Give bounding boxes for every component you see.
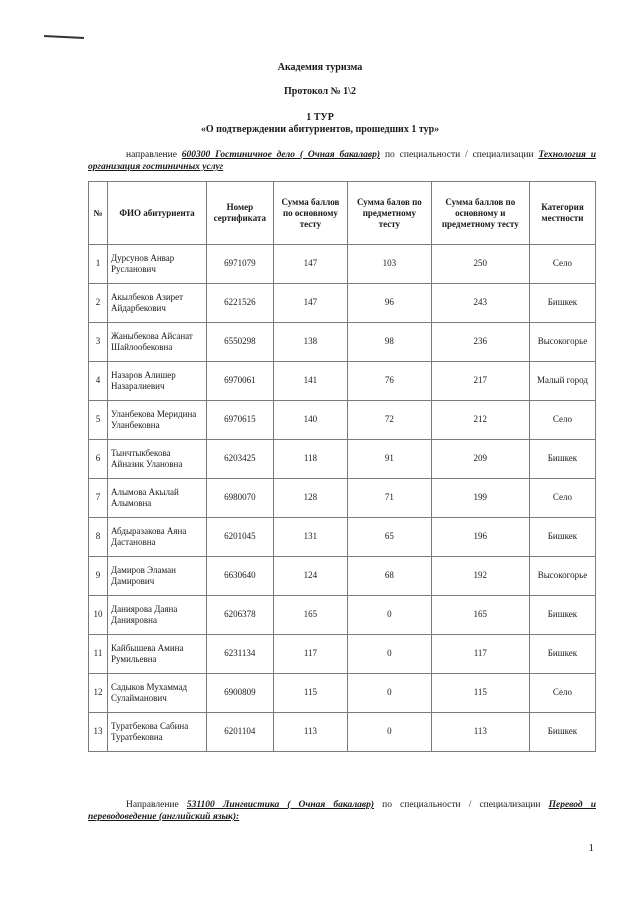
cell-category: Высокогорье [529, 323, 595, 362]
cell-total-score: 199 [431, 479, 529, 518]
cell-subject-score: 68 [348, 557, 432, 596]
cell-total-score: 113 [431, 713, 529, 752]
cell-total-score: 236 [431, 323, 529, 362]
cell-name: Даниярова Даяна Данияровна [108, 596, 207, 635]
cell-subject-score: 76 [348, 362, 432, 401]
cell-certificate: 6550298 [207, 323, 274, 362]
col-header-total-score: Сумма баллов по основному и предметному тесту [431, 182, 529, 245]
cell-category: Бишкек [529, 713, 595, 752]
col-header-subject-score: Сумма балов по предметному тесту [348, 182, 432, 245]
table-header-row [89, 182, 596, 245]
cell-total-score: 117 [431, 635, 529, 674]
cell-category: Село [529, 245, 595, 284]
cell-main-score: 131 [273, 518, 347, 557]
cell-main-score: 138 [273, 323, 347, 362]
cell-number: 7 [89, 479, 108, 518]
cell-subject-score: 71 [348, 479, 432, 518]
cell-total-score: 192 [431, 557, 529, 596]
col-header-category: Категория местности [529, 182, 595, 245]
cell-certificate: 6231134 [207, 635, 274, 674]
cell-certificate: 6900809 [207, 674, 274, 713]
cell-certificate: 6980070 [207, 479, 274, 518]
direction-paragraph-1 [88, 149, 596, 173]
cell-name: Акылбеков Азирет Айдарбекович [108, 284, 207, 323]
direction-middle: по специальности / специализации [384, 150, 534, 160]
table-row [89, 635, 596, 674]
cell-category: Высокогорье [529, 557, 595, 596]
cell-number: 5 [89, 401, 108, 440]
cell-category: Село [529, 479, 595, 518]
cell-subject-score: 72 [348, 401, 432, 440]
direction-program: 600300 Гостиничное дело ( Очная бакалавр) [181, 150, 381, 160]
cell-total-score: 209 [431, 440, 529, 479]
direction-prefix: направление [126, 150, 177, 160]
cell-category: Бишкек [529, 518, 595, 557]
table-row [89, 323, 596, 362]
cell-main-score: 117 [273, 635, 347, 674]
cell-main-score: 141 [273, 362, 347, 401]
cell-subject-score: 65 [348, 518, 432, 557]
direction-prefix: Направление [126, 800, 179, 810]
direction-paragraph-2 [88, 799, 596, 823]
cell-subject-score: 103 [348, 245, 432, 284]
cell-name: Тынчтыкбекова Айназик Улановна [108, 440, 207, 479]
cell-name: Дамиров Эламан Дамирович [108, 557, 207, 596]
cell-category: Бишкек [529, 440, 595, 479]
cell-main-score: 115 [273, 674, 347, 713]
cell-name: Назаров Алишер Назаралиевич [108, 362, 207, 401]
cell-certificate: 6206378 [207, 596, 274, 635]
cell-number: 12 [89, 674, 108, 713]
cell-name: Алымова Акылай Алымовна [108, 479, 207, 518]
cell-certificate: 6201045 [207, 518, 274, 557]
cell-number: 6 [89, 440, 108, 479]
cell-total-score: 250 [431, 245, 529, 284]
cell-main-score: 165 [273, 596, 347, 635]
table-row [89, 401, 596, 440]
table-row [89, 674, 596, 713]
col-header-certificate: Номер сертификата [207, 182, 274, 245]
cell-subject-score: 91 [348, 440, 432, 479]
col-header-name: ФИО абитуриента [108, 182, 207, 245]
cell-certificate: 6201104 [207, 713, 274, 752]
cell-number: 13 [89, 713, 108, 752]
cell-number: 10 [89, 596, 108, 635]
col-header-main-score: Сумма баллов по основному тесту [273, 182, 347, 245]
cell-certificate: 6970615 [207, 401, 274, 440]
table-row [89, 440, 596, 479]
direction-specialization: Перевод и переводоведение (английский язык): [88, 800, 596, 822]
cell-subject-score: 0 [348, 713, 432, 752]
cell-number: 2 [89, 284, 108, 323]
cell-number: 9 [89, 557, 108, 596]
cell-certificate: 6221526 [207, 284, 274, 323]
tour-heading: 1 ТУР [306, 112, 334, 123]
cell-name: Кайбышева Амина Румильевна [108, 635, 207, 674]
cell-main-score: 128 [273, 479, 347, 518]
cell-category: Село [529, 401, 595, 440]
cell-category: Бишкек [529, 284, 595, 323]
cell-certificate: 6630640 [207, 557, 274, 596]
table-row [89, 557, 596, 596]
table-row [89, 713, 596, 752]
cell-main-score: 147 [273, 245, 347, 284]
table-row [89, 518, 596, 557]
cell-total-score: 165 [431, 596, 529, 635]
cell-main-score: 140 [273, 401, 347, 440]
cell-name: Дурсунов Анвар Русланович [108, 245, 207, 284]
cell-number: 1 [89, 245, 108, 284]
cell-name: Садыков Мухаммад Сулайманович [108, 674, 207, 713]
cell-main-score: 124 [273, 557, 347, 596]
cell-subject-score: 0 [348, 635, 432, 674]
cell-certificate: 6970061 [207, 362, 274, 401]
table-row [89, 596, 596, 635]
cell-subject-score: 98 [348, 323, 432, 362]
cell-certificate: 6971079 [207, 245, 274, 284]
cell-category: Село [529, 674, 595, 713]
direction-specialization: Технология и организация гостиничных услуг [88, 150, 597, 172]
cell-subject-score: 96 [348, 284, 432, 323]
cell-subject-score: 0 [348, 674, 432, 713]
cell-name: Уланбекова Меридина Уланбековна [108, 401, 207, 440]
table-row [89, 362, 596, 401]
cell-name: Абдыразакова Аяна Дастановна [108, 518, 207, 557]
cell-number: 8 [89, 518, 108, 557]
cell-subject-score: 0 [348, 596, 432, 635]
cell-total-score: 196 [431, 518, 529, 557]
page-number: 1 [588, 842, 594, 854]
cell-total-score: 243 [431, 284, 529, 323]
cell-total-score: 217 [431, 362, 529, 401]
pen-mark [44, 35, 84, 39]
cell-category: Бишкек [529, 596, 595, 635]
cell-certificate: 6203425 [207, 440, 274, 479]
cell-main-score: 113 [273, 713, 347, 752]
direction-middle: по специальности / специализации [382, 800, 541, 810]
direction-program: 531100 Лингвистика ( Очная бакалавр) [186, 800, 375, 810]
cell-number: 11 [89, 635, 108, 674]
cell-name: Жаныбекова Айсанат Шайлообековна [108, 323, 207, 362]
cell-category: Бишкек [529, 635, 595, 674]
table-row [89, 284, 596, 323]
col-header-number: № [89, 182, 108, 245]
results-table [88, 181, 596, 752]
cell-total-score: 115 [431, 674, 529, 713]
academy-title: Академия туризма [277, 62, 363, 73]
protocol-subtitle: «О подтверждении абитуриентов, прошедших 1 тур» [200, 124, 440, 135]
table-row [89, 245, 596, 284]
table-row [89, 479, 596, 518]
cell-main-score: 118 [273, 440, 347, 479]
cell-number: 4 [89, 362, 108, 401]
cell-name: Туратбекова Сабина Туратбековна [108, 713, 207, 752]
cell-main-score: 147 [273, 284, 347, 323]
cell-total-score: 212 [431, 401, 529, 440]
cell-category: Малый город [529, 362, 595, 401]
cell-number: 3 [89, 323, 108, 362]
protocol-number: Протокол № 1\2 [284, 86, 356, 97]
